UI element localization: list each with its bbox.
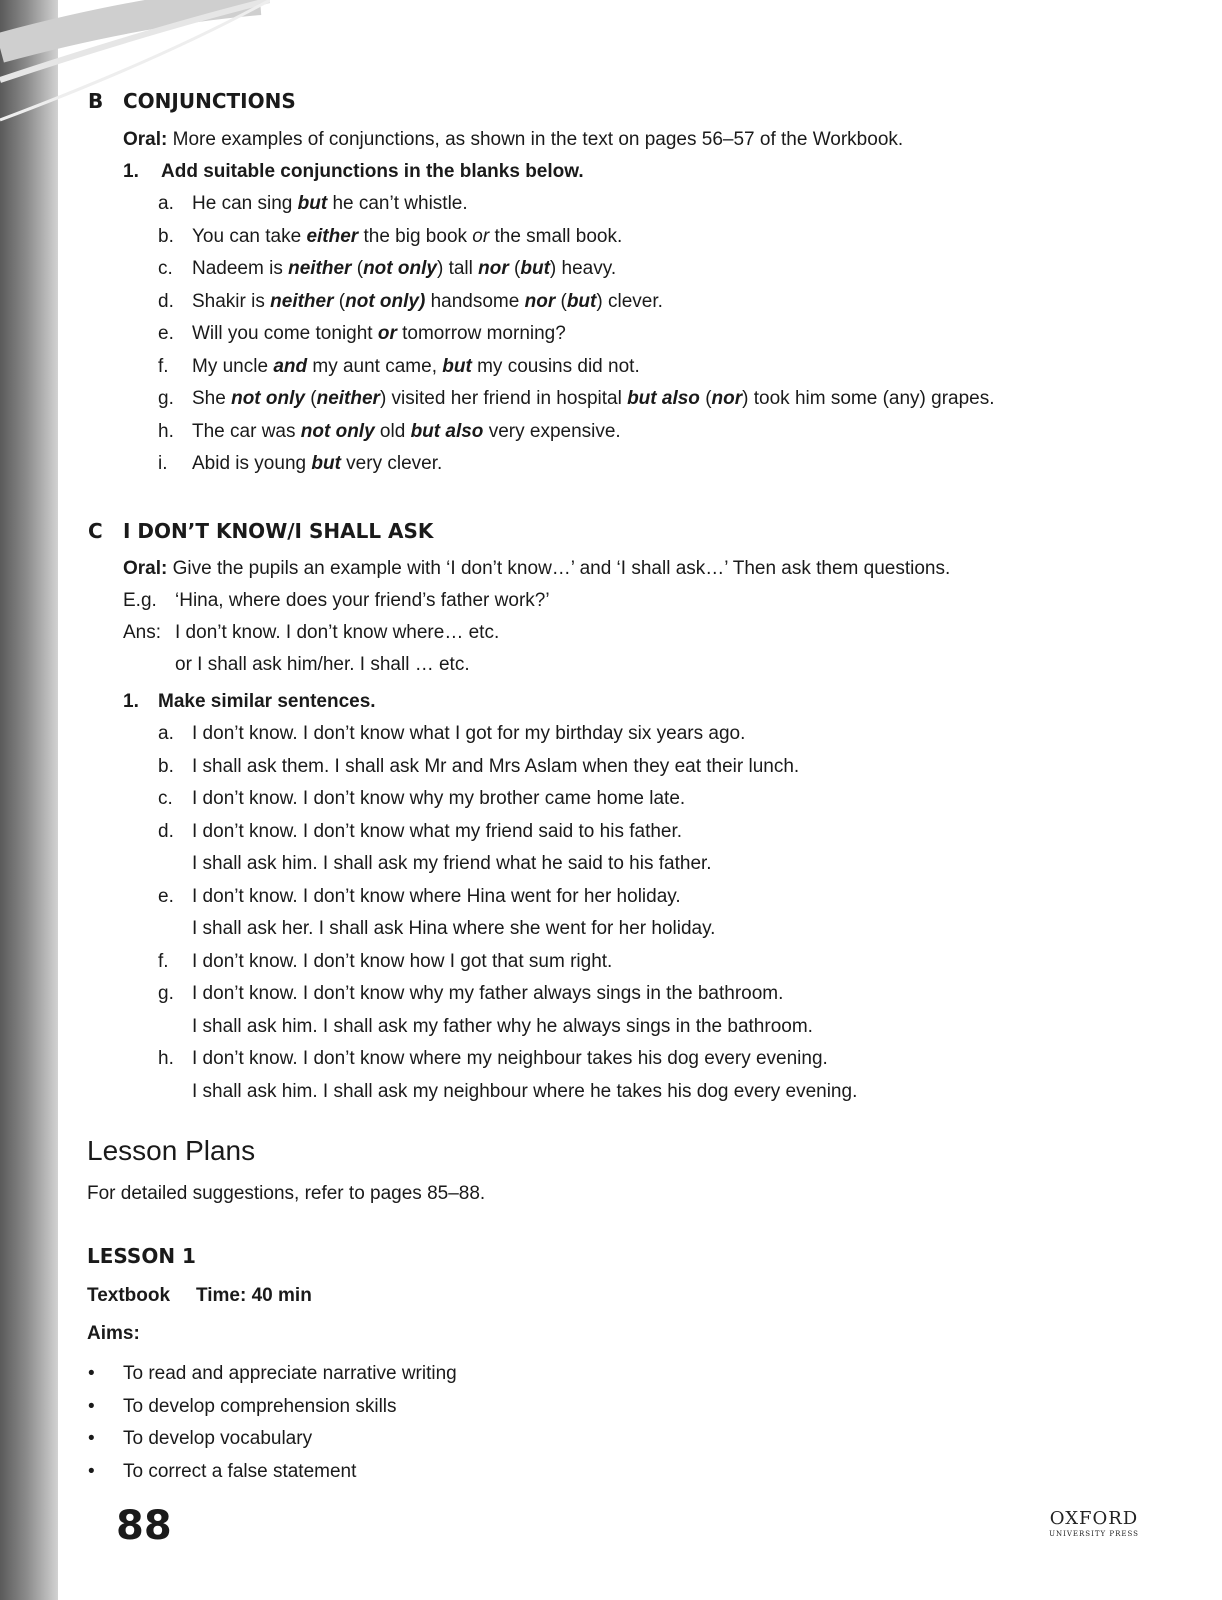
bullet-icon: • (88, 1363, 95, 1384)
item-label: h. (158, 1048, 174, 1069)
text-fragment: ) visited her friend in hospital (379, 388, 628, 409)
item-sentence: I don’t know. I don’t know what I got for my birthday six years ago. (192, 723, 746, 744)
section-c-task-number: 1. (123, 691, 139, 712)
eg-label: E.g. (123, 590, 157, 611)
text-fragment: tomorrow morning? (396, 323, 566, 344)
bullet-icon: • (88, 1395, 95, 1417)
text-fragment: ) took him some (any) grapes. (742, 388, 995, 409)
answer-word: not only (300, 420, 375, 442)
text-fragment: Shakir is (192, 290, 271, 312)
answer-word: and (273, 355, 308, 377)
aim-item: To develop comprehension skills (123, 1395, 397, 1417)
section-b-oral (123, 128, 903, 152)
text-fragment: very expensive. (483, 420, 621, 442)
aim-item: To correct a false statement (123, 1460, 357, 1482)
item-text (192, 225, 622, 249)
text-fragment: my cousins did not. (471, 355, 640, 377)
publisher-name: OXFORD (1049, 1508, 1139, 1529)
item-sentence: I don’t know. I don’t know what my friend said to his father. (192, 820, 683, 842)
item-sentence: I shall ask him. I shall ask my neighbour where he takes his dog every evening. (192, 1080, 858, 1102)
section-c-title: I DON’T KNOW/I SHALL ASK (123, 519, 434, 543)
item-text (192, 322, 566, 346)
text-fragment: ( (351, 258, 364, 279)
publisher-logo (1044, 1509, 1144, 1539)
item-text (192, 420, 621, 444)
lesson-book: Textbook (87, 1285, 171, 1306)
item-label: g. (158, 388, 174, 409)
text-fragment: ( (555, 290, 567, 312)
section-c-oral (123, 557, 950, 581)
item-sentence: I don’t know. I don’t know where Hina went for her holiday. (192, 885, 681, 907)
text-fragment: ) heavy. (549, 258, 617, 279)
bullet-icon: • (88, 1428, 95, 1449)
section-b-letter: B (88, 89, 104, 113)
text-fragment: ) tall (436, 258, 479, 279)
answer-word: neither (288, 258, 352, 279)
text-fragment: handsome (425, 290, 525, 312)
text-fragment: the small book. (489, 225, 623, 247)
answer-word: not only (363, 258, 437, 279)
answer-word: or (472, 225, 490, 247)
ans-line-2: or I shall ask him/her. I shall … etc. (175, 654, 470, 675)
text-fragment: My uncle (192, 355, 274, 377)
oral-label: Oral: (123, 558, 168, 579)
text-fragment: old (374, 420, 411, 442)
oral-label: Oral: (123, 129, 168, 150)
answer-word: not only) (345, 290, 426, 312)
text-fragment: very clever. (340, 453, 443, 474)
text-fragment: Will you come tonight (192, 323, 378, 344)
text-fragment: Abid is young (192, 453, 312, 474)
answer-word: nor (711, 388, 743, 409)
bullet-icon: • (88, 1460, 95, 1482)
item-label: g. (158, 983, 174, 1004)
item-label: d. (158, 290, 174, 312)
item-label: h. (158, 420, 174, 442)
item-text (192, 452, 442, 476)
answer-word: but also (627, 388, 700, 409)
oral-text: Give the pupils an example with ‘I don’t know…’ and ‘I shall ask…’ Then ask them questions. (167, 558, 951, 579)
lesson-plans-intro: For detailed suggestions, refer to pages 85–88. (87, 1183, 486, 1204)
item-sentence: I shall ask her. I shall ask Hina where she went for her holiday. (192, 918, 716, 939)
item-sentence: I don’t know. I don’t know why my father always sings in the bathroom. (192, 983, 784, 1004)
oral-text: More examples of conjunctions, as shown in the text on pages 56–57 of the Workbook. (167, 129, 904, 150)
section-b-task-number: 1. (123, 161, 139, 182)
text-fragment: The car was (192, 420, 301, 442)
answer-word: neither (270, 290, 334, 312)
answer-word: but (311, 453, 341, 474)
item-label: d. (158, 820, 174, 842)
item-sentence: I shall ask them. I shall ask Mr and Mrs Aslam when they eat their lunch. (192, 755, 800, 777)
aim-item: To develop vocabulary (123, 1428, 313, 1449)
answer-word: but (520, 258, 550, 279)
answer-word: but (442, 355, 472, 377)
item-label: b. (158, 225, 174, 247)
text-fragment: ) clever. (596, 290, 663, 312)
item-text (192, 290, 663, 314)
lesson-time: Time: 40 min (196, 1285, 312, 1306)
answer-word: or (377, 323, 397, 344)
text-fragment: ( (333, 290, 346, 312)
page-number: 88 (116, 1503, 172, 1549)
text-fragment: He can sing (192, 193, 298, 214)
item-label: f. (158, 355, 169, 377)
item-text (192, 192, 468, 216)
item-sentence: I shall ask him. I shall ask my friend what he said to his father. (192, 853, 712, 874)
eg-text: ‘Hina, where does your friend’s father work?’ (175, 590, 550, 611)
text-fragment: ( (508, 258, 521, 279)
answer-word: but (297, 193, 328, 214)
item-sentence: I don’t know. I don’t know how I got that sum right. (192, 950, 613, 972)
item-sentence: I don’t know. I don’t know why my brother came home late. (192, 788, 686, 809)
item-label: c. (158, 788, 173, 809)
item-label: c. (158, 258, 173, 279)
answer-word: neither (316, 388, 380, 409)
answer-word: but (566, 290, 597, 312)
answer-word: but also (410, 420, 484, 442)
answer-word: nor (524, 290, 556, 312)
section-b-title: CONJUNCTIONS (123, 89, 296, 113)
lesson-title: LESSON 1 (87, 1244, 196, 1268)
answer-word: either (306, 225, 359, 247)
text-fragment: he can’t whistle. (327, 193, 468, 214)
section-b-task-text: Add suitable conjunctions in the blanks below. (161, 161, 584, 182)
item-label: e. (158, 885, 174, 907)
aims-label: Aims: (87, 1323, 140, 1344)
aim-item: To read and appreciate narrative writing (123, 1363, 457, 1384)
text-fragment: You can take (192, 225, 307, 247)
text-fragment: ( (699, 388, 712, 409)
section-c-letter: C (88, 519, 103, 543)
item-text (192, 387, 995, 411)
ans-label: Ans: (123, 622, 162, 643)
section-c-task-text: Make similar sentences. (158, 691, 376, 712)
text-fragment: She (192, 388, 232, 409)
item-label: a. (158, 193, 174, 214)
text-fragment: the big book (358, 225, 473, 247)
item-sentence: I don’t know. I don’t know where my neighbour takes his dog every evening. (192, 1048, 828, 1069)
text-fragment: Nadeem is (192, 258, 289, 279)
item-label: i. (158, 453, 168, 474)
lesson-plans-heading: Lesson Plans (87, 1135, 256, 1166)
item-text (192, 257, 616, 281)
item-label: f. (158, 950, 169, 972)
item-label: b. (158, 755, 174, 777)
item-text (192, 355, 640, 379)
ans-line-1: I don’t know. I don’t know where… etc. (175, 622, 500, 643)
item-label: e. (158, 323, 174, 344)
item-sentence: I shall ask him. I shall ask my father why he always sings in the bathroom. (192, 1015, 813, 1037)
text-fragment: my aunt came, (307, 355, 443, 377)
publisher-subtitle: UNIVERSITY PRESS (1049, 1530, 1139, 1538)
text-fragment: ( (304, 388, 317, 409)
item-label: a. (158, 723, 174, 744)
answer-word: not only (231, 388, 305, 409)
answer-word: nor (478, 258, 509, 279)
